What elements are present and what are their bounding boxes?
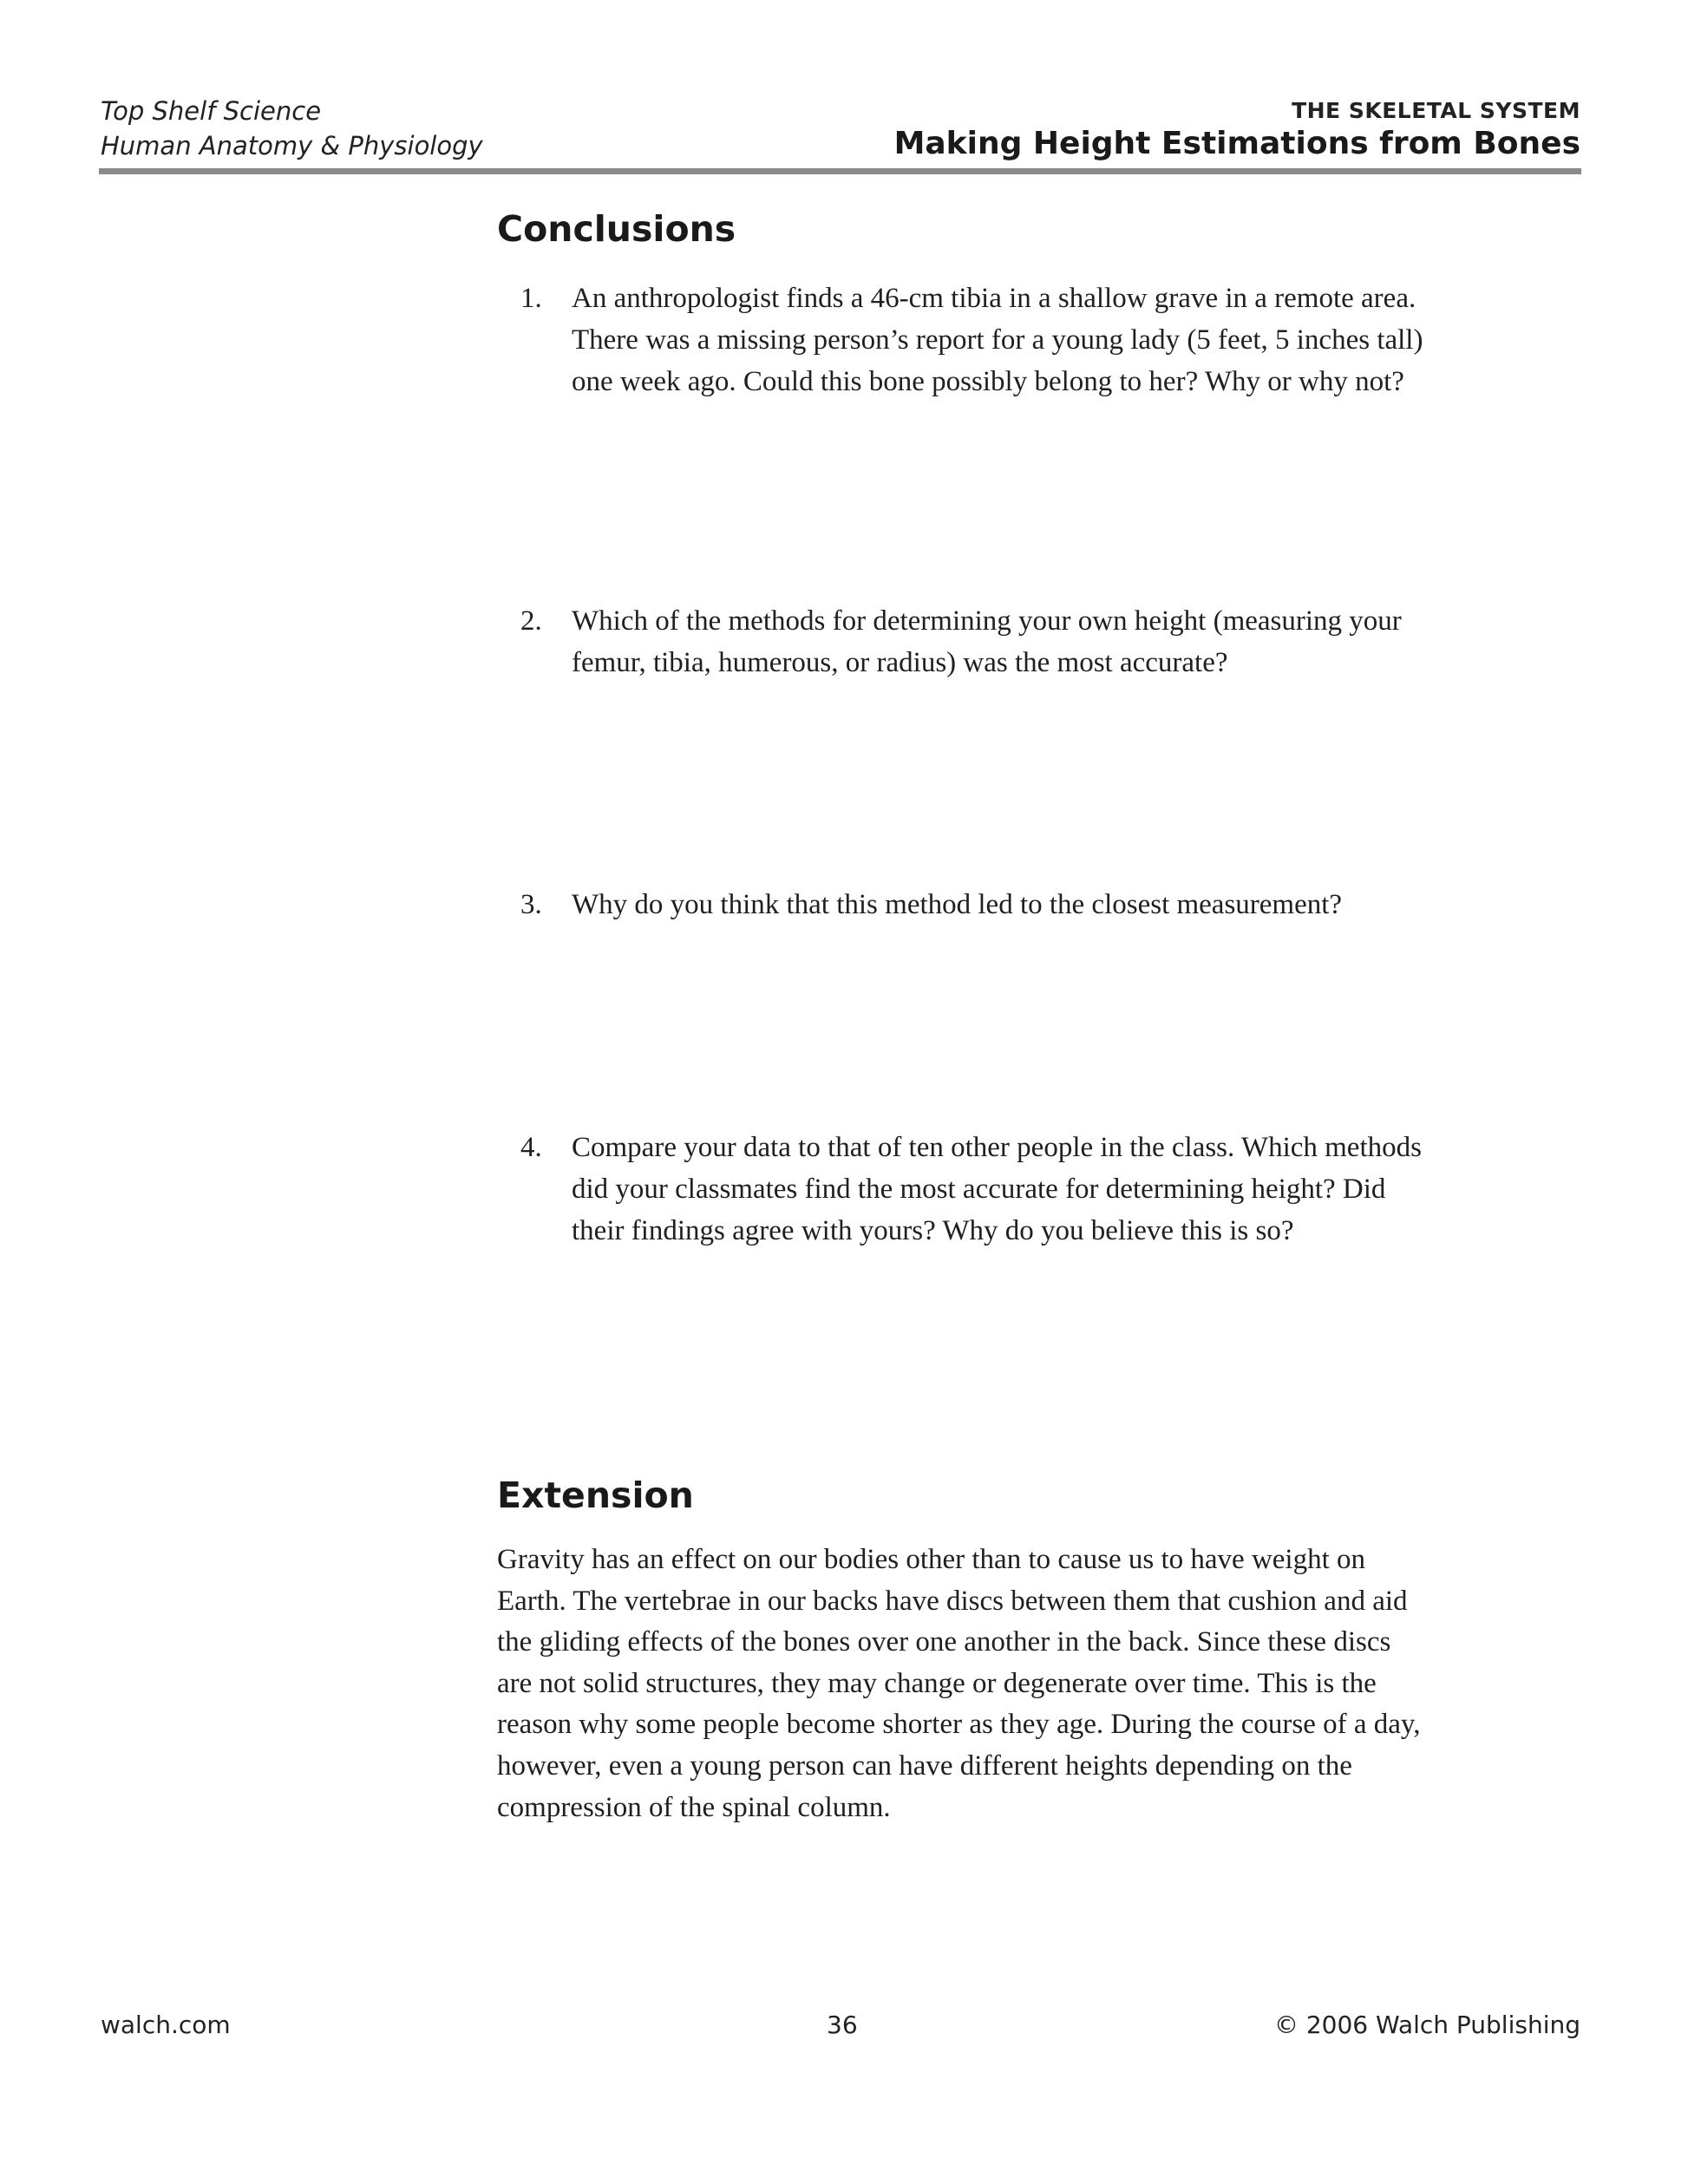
question-3: [520, 884, 1583, 925]
series-title: Top Shelf Science: [101, 96, 322, 126]
paragraph-line: Earth. The vertebrae in our backs have discs between them that cushion and aid: [497, 1585, 1408, 1617]
running-header-left: [101, 94, 483, 163]
question-text: [572, 600, 1583, 683]
extension-paragraph: [497, 1540, 1586, 1828]
question-line: femur, tibia, humerous, or radius) was the most accurate?: [572, 647, 1228, 678]
running-header-right: [894, 97, 1580, 163]
question-number: 2.: [520, 605, 542, 637]
paragraph-line: however, even a young person can have different heights depending on the: [497, 1749, 1352, 1782]
question-line: their findings agree with yours? Why do you believe this is so?: [572, 1215, 1294, 1246]
question-number: 4.: [520, 1132, 542, 1163]
question-line: Why do you think that this method led to the closest measurement?: [572, 889, 1343, 920]
question-2: [520, 600, 1583, 683]
question-number: 3.: [520, 889, 542, 920]
paragraph-line: reason why some people become shorter as they age. During the course of a day,: [497, 1709, 1421, 1741]
question-line: one week ago. Could this bone possibly belong to her? Why or why not?: [572, 366, 1404, 397]
header-divider: [99, 168, 1581, 174]
question-4: [520, 1127, 1583, 1252]
extension-heading: Extension: [497, 1475, 694, 1516]
conclusions-heading: Conclusions: [497, 208, 736, 250]
activity-title: Making Height Estimations from Bones: [893, 126, 1580, 161]
footer-copyright: © 2006 Walch Publishing: [1273, 2011, 1580, 2039]
question-number: 1.: [520, 283, 542, 314]
question-line: did your classmates find the most accurate for determining height? Did: [572, 1174, 1386, 1205]
unit-label: THE SKELETAL SYSTEM: [1292, 98, 1580, 123]
question-line: There was a missing person’s report for a young lady (5 feet, 5 inches tall): [572, 324, 1423, 356]
question-line: An anthropologist finds a 46-cm tibia in a shallow grave in a remote area.: [572, 283, 1416, 314]
question-1: [520, 278, 1583, 402]
subject-title: Human Anatomy & Physiology: [101, 131, 483, 160]
paragraph-line: the gliding effects of the bones over one another in the back. Since these discs: [497, 1626, 1391, 1658]
paragraph-line: Gravity has an effect on our bodies other than to cause us to have weight on: [497, 1544, 1366, 1575]
question-text: [572, 884, 1583, 925]
page-number: 36: [827, 2011, 858, 2039]
question-line: Which of the methods for determining your own height (measuring your: [572, 605, 1402, 637]
paragraph-line: are not solid structures, they may change or degenerate over time. This is the: [497, 1667, 1377, 1699]
footer-website: walch.com: [101, 2011, 231, 2039]
question-line: Compare your data to that of ten other people in the class. Which methods: [572, 1132, 1422, 1163]
paragraph-line: compression of the spinal column.: [497, 1791, 891, 1823]
question-text: [572, 278, 1583, 402]
question-text: [572, 1127, 1583, 1252]
